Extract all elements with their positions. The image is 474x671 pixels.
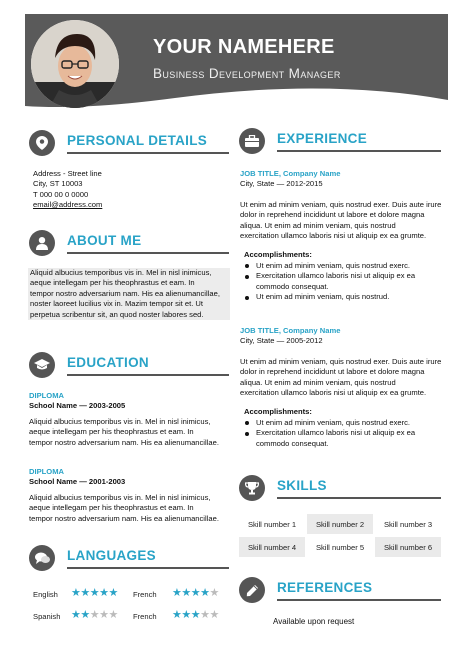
star-filled-icon: ★: [200, 587, 210, 599]
section-divider: [67, 374, 229, 376]
star-filled-icon: ★: [99, 587, 109, 599]
education-entry: DIPLOMA School Name — 2003-2005 Aliquid albucius temporibus vis in. Mel in nisl inimicus, aeque intellegam per his theophrastus et eam. In tempor nostro adversarium nam. His ea alienumancillae.: [29, 391, 231, 448]
language-rating: [71, 588, 118, 599]
briefcase-icon: [239, 128, 265, 154]
section-divider: [67, 152, 229, 154]
job-title: JOB TITLE, Company Name: [240, 326, 341, 335]
candidate-title: Business Development Manager: [153, 66, 341, 81]
section-personal-details: [29, 130, 229, 156]
star-filled-icon: ★: [80, 587, 90, 599]
section-divider: [277, 599, 441, 601]
education-entry: DIPLOMA School Name — 2001-2003 Aliquid albucius temporibus vis in. Mel in nisl inimicus, aeque intellegam per his theophrastus et eam. In tempor nostro adversarium nam. His ea alienumancillae.: [29, 467, 231, 524]
city-line: City, ST 10003: [33, 179, 83, 189]
language-name: Spanish: [33, 612, 61, 621]
section-title: ABOUT ME: [67, 233, 142, 248]
star-empty-icon: ★: [200, 609, 210, 621]
accomplishments-label: Accomplishments:: [244, 407, 312, 417]
email-link[interactable]: email@address.com: [33, 200, 103, 210]
star-filled-icon: ★: [181, 609, 191, 621]
accomplishments-list: [240, 261, 445, 303]
pencil-icon: [239, 577, 265, 603]
section-title: REFERENCES: [277, 580, 373, 595]
degree-title: DIPLOMA: [29, 391, 65, 400]
address-line: Address - Street line: [33, 169, 102, 178]
star-empty-icon: ★: [209, 609, 219, 621]
skill-item: Skill number 2: [307, 514, 373, 534]
accomplishments-label: Accomplishments:: [244, 250, 312, 260]
skill-item: Skill number 3: [383, 519, 433, 529]
star-filled-icon: ★: [172, 587, 182, 599]
skill-item: Skill number 5: [315, 542, 365, 552]
language-name: English: [33, 590, 58, 599]
person-icon: [29, 230, 55, 256]
section-title: SKILLS: [277, 478, 327, 493]
section-divider: [277, 150, 441, 152]
section-languages: [29, 545, 229, 571]
degree-title: DIPLOMA: [29, 467, 65, 476]
location-pin-icon: [29, 130, 55, 156]
list-item: Ut enim ad minim veniam, quis nostrud exerc.: [240, 261, 445, 271]
experience-entry: JOB TITLE, Company Name City, State — 2005-2012 Ut enim ad minim veniam, quis nostrud exer. Duis aute irure dolor in reprehend incididunt ut labore et dolore magna aliqua. Ut enim ad minim veniam, quis nostrud exercitation ullamco laboris nisi ut aliquip ex ea grumte. Accomplishments: Ut enim ad minim veniam, quis nostrud exerc. Exercitation ullamco laboris nisi ut aliquip ex ea commodo consequat.: [240, 326, 445, 449]
language-rating: [172, 610, 219, 621]
language-name: French: [133, 590, 157, 599]
section-about-me: [29, 230, 229, 256]
star-filled-icon: ★: [80, 609, 90, 621]
section-skills: [239, 475, 441, 501]
references-text: Available upon request: [273, 617, 355, 626]
star-filled-icon: ★: [71, 587, 81, 599]
star-filled-icon: ★: [71, 609, 81, 621]
skill-item: Skill number 1: [247, 519, 297, 529]
star-filled-icon: ★: [89, 587, 100, 599]
star-empty-icon: ★: [99, 609, 109, 621]
list-item: Ut enim ad minim veniam, quis nostrud exerc.: [240, 418, 445, 428]
section-title: LANGUAGES: [67, 548, 156, 563]
job-location: City, State — 2005-2012: [240, 336, 323, 346]
star-empty-icon: ★: [209, 587, 219, 599]
section-title: PERSONAL DETAILS: [67, 133, 208, 148]
language-rating: [172, 588, 219, 599]
language-rating: [71, 610, 118, 621]
star-filled-icon: ★: [190, 587, 201, 599]
school-name: School Name — 2001-2003: [29, 477, 126, 487]
trophy-icon: [239, 475, 265, 501]
section-divider: [67, 252, 229, 254]
section-education: [29, 352, 229, 378]
star-empty-icon: ★: [89, 609, 100, 621]
skill-item: Skill number 4: [239, 537, 305, 557]
star-filled-icon: ★: [190, 609, 201, 621]
candidate-name: YOUR NAMEHERE: [153, 36, 335, 58]
phone-line: T 000 00 0 0000: [33, 189, 89, 199]
job-title: JOB TITLE, Company Name: [240, 169, 341, 178]
section-divider: [67, 567, 229, 569]
star-filled-icon: ★: [108, 587, 118, 599]
list-item: Exercitation ullamco laboris nisi ut aliquip ex ea commodo consequat.: [240, 271, 445, 292]
list-item: Exercitation ullamco laboris nisi ut aliquip ex ea commodo consequat.: [240, 428, 445, 449]
personal-details-block: [33, 169, 102, 211]
accomplishments-list: [240, 418, 445, 449]
section-references: [239, 577, 441, 603]
section-title: EXPERIENCE: [277, 131, 368, 146]
school-name: School Name — 2003-2005: [29, 401, 126, 411]
experience-entry: JOB TITLE, Company Name City, State — 2012-2015 Ut enim ad minim veniam, quis nostrud exer. Duis aute irure dolor in reprehend incididunt ut labore et dolore magna aliqua. Ut enim ad minim veniam, quis nostrud exercitation ullamco laboris nisi ut aliquip ex ea grumte. Accomplishments: Ut enim ad minim veniam, quis nostrud exerc. Exercitation ullamco laboris nisi ut aliquip ex ea commodo consequat. Ut enim ad minim veniam, quis nostrud.: [240, 169, 445, 302]
section-experience: [239, 128, 441, 154]
star-filled-icon: ★: [172, 609, 182, 621]
star-empty-icon: ★: [108, 609, 118, 621]
section-divider: [277, 497, 441, 499]
section-title: EDUCATION: [67, 355, 149, 370]
speech-bubbles-icon: [29, 545, 55, 571]
about-me-text: Aliquid albucius temporibus vis in. Mel in nisl inimicus, aeque intellegam per his theophrastus et eam. In tempor nostro adversarium nam. His ea alienumancillae, noster laoreet lucilius vix in. Mazim tempor sit et. Ut perpetua scribentur sit, an quod noster labores sed.: [28, 268, 230, 320]
list-item: Ut enim ad minim veniam, quis nostrud.: [240, 292, 445, 302]
skill-item: Skill number 6: [375, 537, 441, 557]
profile-photo: [31, 20, 119, 108]
star-filled-icon: ★: [181, 587, 191, 599]
job-location: City, State — 2012-2015: [240, 179, 323, 189]
resume-header: [25, 14, 448, 110]
graduation-cap-icon: [29, 352, 55, 378]
language-name: French: [133, 612, 157, 621]
